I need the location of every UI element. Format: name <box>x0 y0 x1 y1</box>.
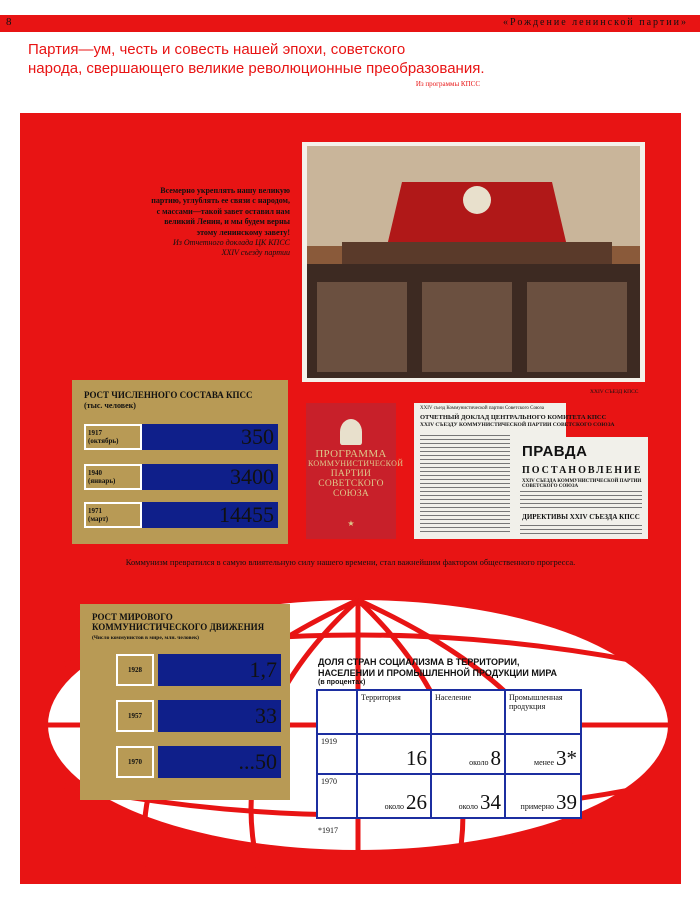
world-title-1: РОСТ МИРОВОГО <box>92 612 173 622</box>
membership-bar <box>142 502 278 528</box>
quote-source-1: Из Отчетного доклада ЦК КПСС <box>172 238 290 248</box>
membership-row: 1940 (январь) 3400 <box>84 464 279 490</box>
star-icon: ★ <box>347 519 355 528</box>
page-number: 8 <box>6 16 12 28</box>
membership-bar <box>142 464 278 490</box>
world-bar <box>158 700 281 732</box>
communism-statement: Коммунизм превратился в самую влиятельную силу нашего времени, стал важнейшим фактором общественного прогресса. <box>125 557 576 567</box>
world-value: ...50 <box>238 749 277 774</box>
motto-source: Из программы КПСС <box>415 80 480 88</box>
membership-row: 1917 (октябрь) 350 <box>84 424 279 450</box>
lenin-emblem-icon <box>340 419 362 445</box>
world-row: 1928 1,7 <box>116 654 282 686</box>
membership-row: 1971 (март) 14455 <box>84 502 279 528</box>
membership-value: 3400 <box>230 464 274 489</box>
world-row: 1957 33 <box>116 700 282 732</box>
quote-line-4: великий Ленин, и мы будем верны <box>164 217 290 227</box>
quote-line-5: этому ленинскому завету! <box>196 227 290 237</box>
share-table-title: ДОЛЯ СТРАН СОЦИАЛИЗМА В ТЕРРИТОРИИ, НАСЕЛЕНИИ И ПРОМЫШЛЕННОЙ ПРОДУКЦИИ МИРА <box>318 657 558 678</box>
table-footnote: *1917 <box>318 826 338 835</box>
world-bar <box>158 654 281 686</box>
lenin-portrait-icon <box>463 186 491 214</box>
world-movement-chart <box>80 604 290 800</box>
party-program-booklet: ПРОГРАММА КОММУНИСТИЧЕСКОЙ ПАРТИИ СОВЕТСКОГО СОЮЗА ★ <box>306 403 396 539</box>
membership-unit: (тыс. человек) <box>84 401 136 410</box>
membership-bar <box>142 424 278 450</box>
membership-chart <box>72 380 288 544</box>
world-bar <box>158 746 281 778</box>
motto-line-1: Партия—ум, честь и совесть нашей эпохи, советского <box>28 41 406 58</box>
pravda-masthead: ПРАВДА <box>522 443 588 460</box>
table-year: 1970 <box>317 774 357 818</box>
quote-line-2: партию, углублять ее связи с народом, <box>151 196 290 206</box>
quote-source-2: XXIV съезду партии <box>221 248 290 258</box>
membership-title: РОСТ ЧИСЛЕННОГО СОСТАВА КПСС <box>84 390 253 400</box>
world-value: 33 <box>255 703 277 728</box>
photo-caption: XXIV СЪЕЗД КПСС <box>590 389 639 395</box>
newspaper-report: XXIV съезд Коммунистической партии Советского Союза ОТЧЕТНЫЙ ДОКЛАД ЦЕНТРАЛЬНОГО КОМИТЕТА КПСС XXIV СЪЕЗДУ КОММУНИСТИЧЕСКОЙ ПАРТИИ СОВЕТСКОГО СОЮЗА <box>414 403 566 539</box>
share-table: Территория Население Промышленная продукция 1919 16 около 8 менее 3* 1970 около 26 около 34 примерно 39 <box>316 689 582 819</box>
membership-value: 14455 <box>219 502 274 527</box>
world-title-2: КОММУНИСТИЧЕСКОГО ДВИЖЕНИЯ <box>92 622 265 632</box>
world-unit: (Число коммунистов в мире, млн. человек) <box>92 635 199 641</box>
share-table-unit: (в процентах) <box>318 679 366 686</box>
world-row: 1970 ...50 <box>116 746 282 778</box>
world-value: 1,7 <box>249 657 277 682</box>
motto-line-2: народа, свершающего великие революционные преобразования. <box>28 60 485 77</box>
quote-line-3: с массами—такой завет оставил нам <box>156 206 290 216</box>
newspaper-pravda: ПРАВДА ПОСТАНОВЛЕНИЕ XXIV СЪЕЗДА КОММУНИСТИЧЕСКОЙ ПАРТИИ СОВЕТСКОГО СОЮЗА ДИРЕКТИВЫ XXIV СЪЕЗДА КПСС <box>514 437 648 539</box>
congress-photo <box>302 142 645 382</box>
lenin-quote <box>90 186 290 259</box>
party-motto <box>28 40 498 78</box>
table-year: 1919 <box>317 734 357 774</box>
quote-line-1: Всемерно укреплять нашу великую <box>160 186 290 195</box>
section-title: «Рождение ленинской партии» <box>503 17 688 28</box>
membership-value: 350 <box>241 424 274 449</box>
